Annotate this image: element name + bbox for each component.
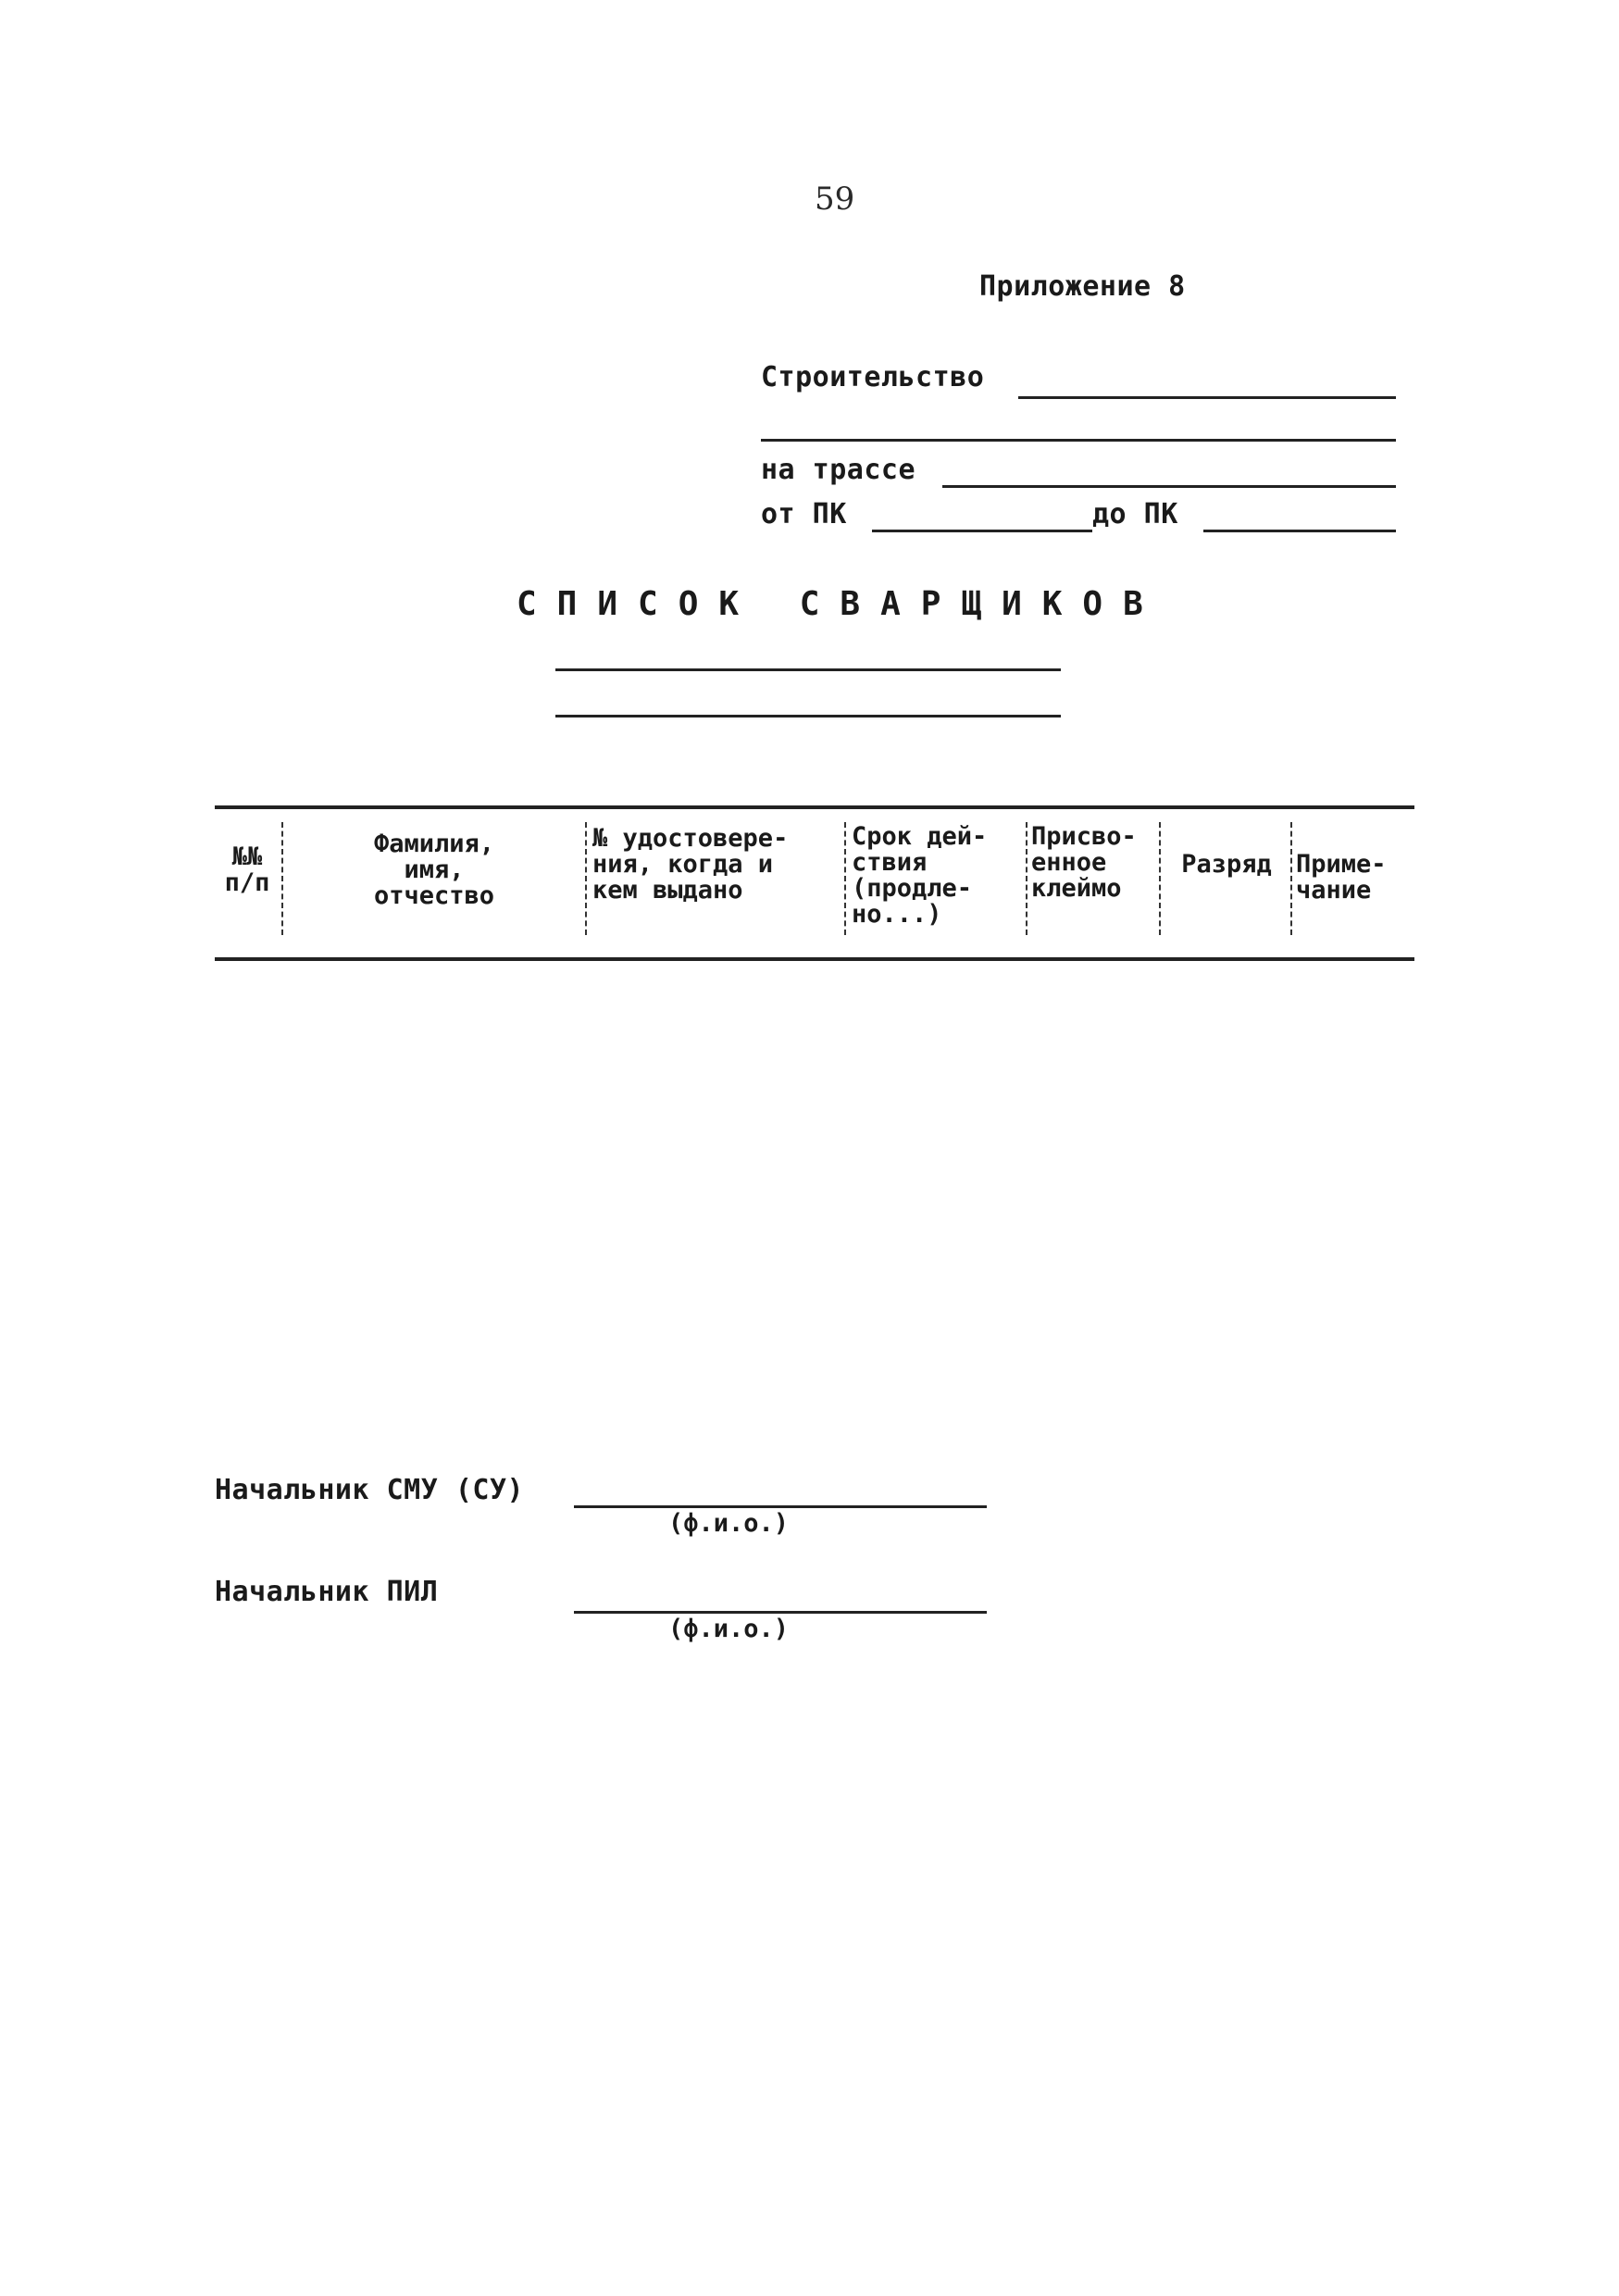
to-pk-label: до ПК: [1092, 498, 1178, 530]
table-bottom-rule: [215, 957, 1414, 961]
column-header-notes: Приме- чание: [1296, 850, 1387, 905]
title-underline-1[interactable]: [555, 668, 1061, 671]
route-line[interactable]: [942, 485, 1396, 488]
column-separator: [1026, 822, 1027, 935]
column-separator: [585, 822, 587, 935]
signature-role-smu: Начальник СМУ (СУ): [215, 1474, 525, 1506]
from-pk-label: от ПК: [761, 498, 847, 530]
signature-caption-pil: (ф.и.о.): [668, 1615, 790, 1643]
column-header-certificate: № удостовере- ния, когда и кем выдано: [592, 824, 789, 905]
table-top-rule: [215, 805, 1414, 809]
from-pk-line[interactable]: [872, 530, 1092, 532]
construction-line-2[interactable]: [761, 439, 1396, 442]
route-label: на трассе: [761, 454, 916, 486]
column-separator: [1159, 822, 1161, 935]
signature-caption-smu: (ф.и.о.): [668, 1509, 790, 1538]
signature-role-pil: Начальник ПИЛ: [215, 1576, 439, 1608]
document-title: СПИСОК СВАРЩИКОВ: [517, 585, 1164, 623]
column-separator: [1290, 822, 1292, 935]
column-header-grade: Разряд: [1181, 850, 1272, 879]
column-header-stamp: Присво- енное клеймо: [1031, 822, 1137, 903]
column-header-full-name: Фамилия, имя, отчество: [373, 830, 495, 910]
signature-line-smu[interactable]: [574, 1505, 987, 1508]
column-header-number: №№ п/п: [224, 842, 270, 897]
column-header-validity: Срок дей- ствия (продле- но...): [852, 822, 988, 929]
column-separator: [844, 822, 846, 935]
page-number: 59: [815, 181, 855, 218]
column-separator: [281, 822, 283, 935]
appendix-label: Приложение 8: [979, 270, 1186, 303]
title-underline-2[interactable]: [555, 715, 1061, 718]
construction-line[interactable]: [1018, 396, 1396, 399]
construction-label: Строительство: [761, 361, 985, 393]
signature-line-pil[interactable]: [574, 1611, 987, 1614]
to-pk-line[interactable]: [1203, 530, 1396, 532]
